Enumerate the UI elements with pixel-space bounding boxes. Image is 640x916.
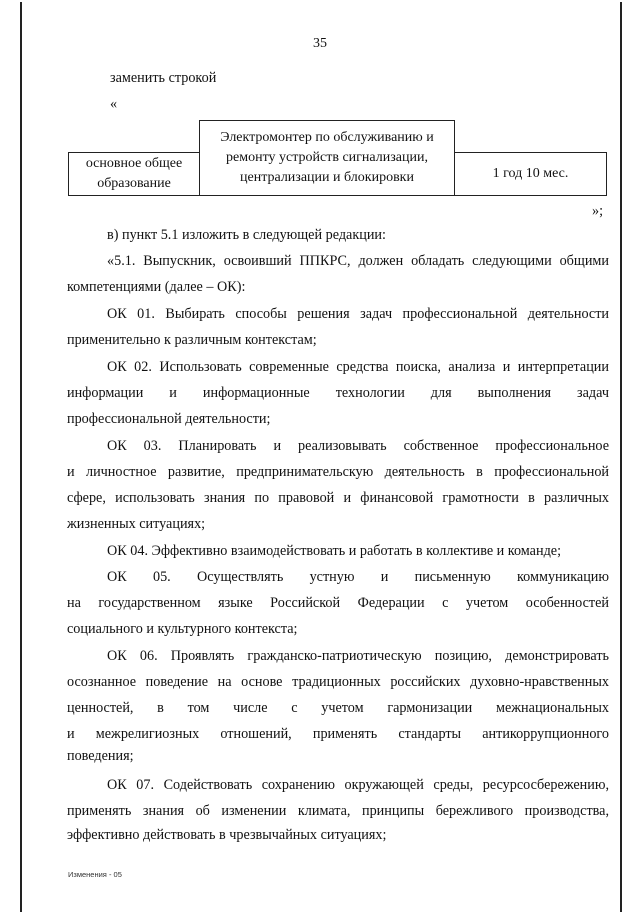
text-line: и межрелигиозных отношений, применять стандарты антикоррупционного: [67, 726, 609, 742]
table-cell-profession: [199, 120, 455, 196]
text-line: «5.1. Выпускник, освоивший ППКРС, должен обладать следующими общими: [107, 253, 609, 269]
intro-text: заменить строкой: [110, 70, 217, 86]
text-line: и личностное развитие, предпринимательскую деятельность в профессиональной: [67, 464, 609, 480]
text-line: ОК 04. Эффективно взаимодействовать и работать в коллективе и команде;: [107, 543, 562, 559]
text-line: ОК 07. Содействовать сохранению окружающей среды, ресурсосбережению,: [107, 777, 609, 793]
table-cell-education-line-1: основное общее: [85, 156, 183, 171]
table-cell-duration: [454, 152, 607, 196]
text-line: профессиональной деятельности;: [67, 411, 271, 427]
text-line: ОК 01. Выбирать способы решения задач профессиональной деятельности: [107, 306, 609, 322]
text-line: в) пункт 5.1 изложить в следующей редакции:: [107, 227, 386, 243]
page-number: 35: [313, 36, 327, 51]
text-line: ОК 02. Использовать современные средства поиска, анализа и интерпретации: [107, 359, 609, 375]
text-line: ОК 03. Планировать и реализовывать собственное профессиональное: [107, 438, 609, 454]
table-cell-education-line-2: образование: [97, 176, 171, 191]
close-quote: »;: [592, 203, 604, 219]
text-line: жизненных ситуациях;: [67, 516, 206, 532]
text-line: социального и культурного контекста;: [67, 621, 298, 637]
text-line: ценностей, в том числе с учетом гармонизации межнациональных: [67, 700, 609, 716]
text-line: поведения;: [67, 748, 134, 764]
table-cell-profession-line-1: Электромонтер по обслуживанию и: [220, 130, 434, 145]
text-line: ОК 05. Осуществлять устную и письменную коммуникацию: [107, 569, 609, 585]
text-line: информации и информационные технологии для выполнения задач: [67, 385, 609, 401]
text-line: на государственном языке Российской Федерации с учетом особенностей: [67, 595, 609, 611]
text-line: сфере, использовать знания по правовой и финансовой грамотности в различных: [67, 490, 609, 506]
open-quote: «: [110, 96, 118, 112]
text-line: применять знания об изменении климата, принципы бережливого производства,: [67, 803, 609, 819]
text-line: применительно к различным контекстам;: [67, 332, 317, 348]
text-line: компетенциями (далее – ОК):: [67, 279, 246, 295]
text-line: осознанное поведение на основе традиционных российских духовно-нравственных: [67, 674, 609, 690]
text-line: ОК 06. Проявлять гражданско-патриотическую позицию, демонстрировать: [107, 648, 609, 664]
table-cell-duration-text: 1 год 10 мес.: [492, 166, 569, 181]
table-cell-profession-line-3: централизации и блокировки: [240, 170, 414, 185]
text-line: эффективно действовать в чрезвычайных ситуациях;: [67, 827, 387, 843]
table-cell-profession-line-2: ремонту устройств сигнализации,: [226, 150, 428, 165]
footer-note: Изменения - 05: [68, 870, 122, 879]
table-cell-education: [68, 152, 200, 196]
